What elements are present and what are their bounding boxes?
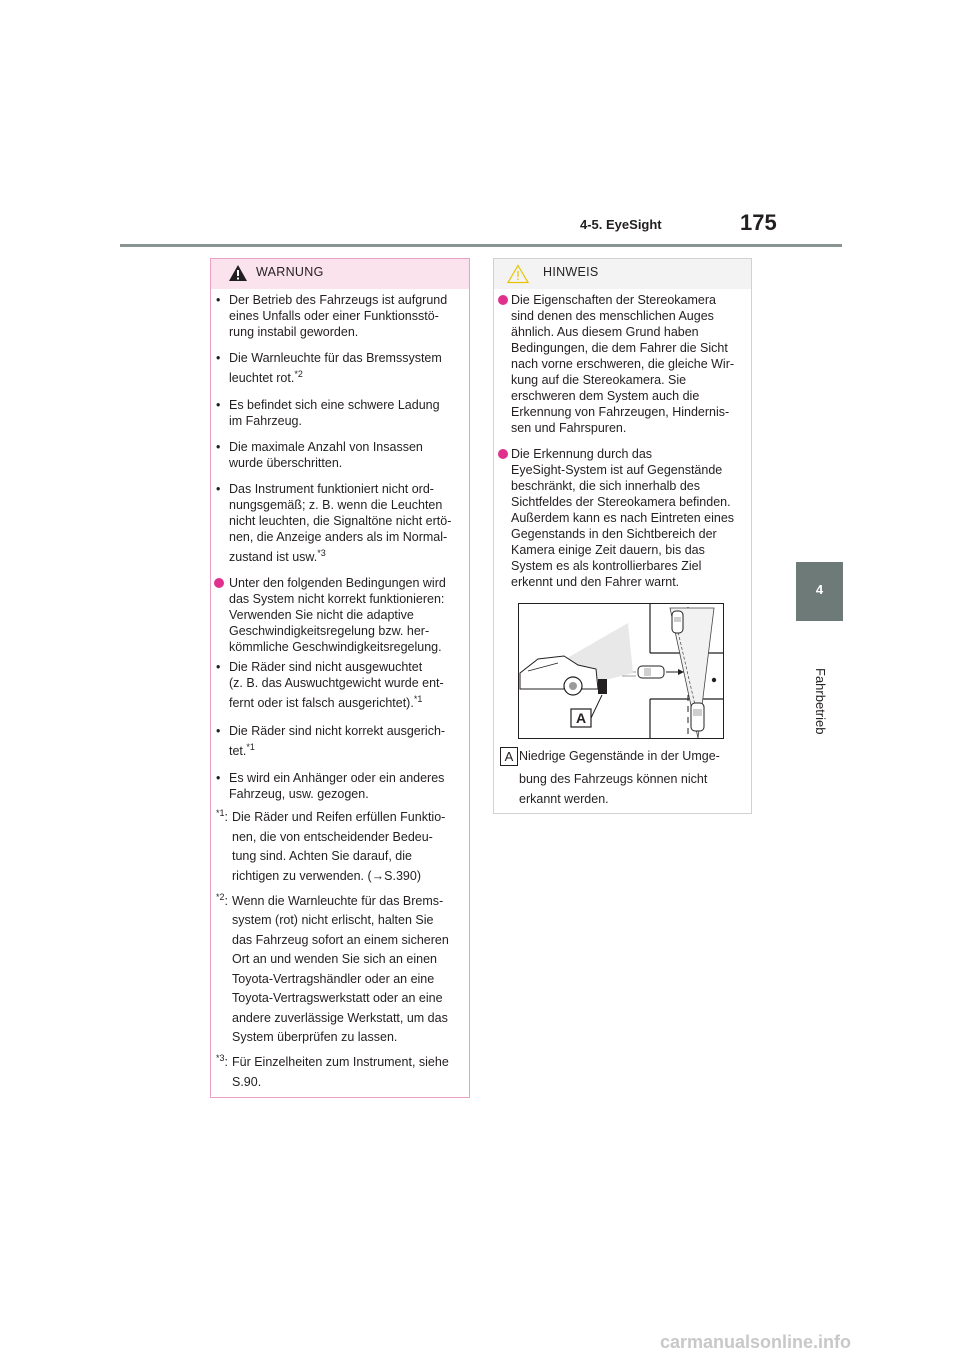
warning-header xyxy=(211,259,469,289)
notice-line: Sichtfeldes der Stereokamera befinden. xyxy=(511,495,731,509)
bullet-line: nungsgemäß; z. B. wenn die Leuchten xyxy=(229,498,443,512)
header-rule xyxy=(120,244,842,247)
sub-line: tet.$^{*1}$ xyxy=(229,741,255,758)
notice-line: Bedingungen, die dem Fahrer die Sicht xyxy=(511,341,728,355)
chapter-number: 4 xyxy=(815,582,824,597)
bullet-mark: • xyxy=(216,771,221,785)
sub-line: Fahrzeug, usw. gezogen. xyxy=(229,787,369,801)
notice-line: Erkennung von Fahrzeugen, Hindernis- xyxy=(511,405,730,419)
notice-line: EyeSight-System ist auf Gegenstände xyxy=(511,463,723,477)
footnote-line: Toyota-Vertragshändler oder an eine xyxy=(232,972,435,986)
bullet-mark: • xyxy=(216,724,221,738)
footnote-line: system (rot) nicht erlischt, halten Sie xyxy=(232,913,434,927)
sub-line: Es wird ein Anhänger oder ein anderes xyxy=(229,771,445,785)
footnote-line: System überprüfen zu lassen. xyxy=(232,1030,398,1044)
para-line: Verwenden Sie nicht die adaptive xyxy=(229,608,414,622)
warning-triangle-icon xyxy=(228,264,248,282)
footnote-line: Toyota-Vertragswerkstatt oder an eine xyxy=(232,991,443,1005)
footnote-line: Wenn die Warnleuchte für das Brems- xyxy=(232,894,444,908)
warning-title: WARNUNG xyxy=(256,265,324,279)
notice-line: sen und Fahrspuren. xyxy=(511,421,627,435)
camera-field-diagram xyxy=(518,603,724,739)
caption-line: erkannt werden. xyxy=(519,792,609,806)
sub-line: fernt oder ist falsch ausgerichtet).$^{*1}$ xyxy=(229,693,423,710)
notice-triangle-icon xyxy=(507,264,529,284)
bullet-mark: • xyxy=(216,482,221,496)
bullet-line: Das Instrument funktioniert nicht ord- xyxy=(229,482,434,496)
caption-line: bung des Fahrzeugs können nicht xyxy=(519,772,708,786)
bullet-mark: • xyxy=(216,351,221,365)
para-line: Geschwindigkeitsregelung bzw. her- xyxy=(229,624,430,638)
notice-line: Gegenstands in den Sichtbereich der xyxy=(511,527,717,541)
bullet-line: nicht leuchten, die Signaltöne nicht ertö- xyxy=(229,514,452,528)
bullet-mark: • xyxy=(216,660,221,674)
bullet-line: nen, die Anzeige anders als im Normal- xyxy=(229,530,448,544)
notice-line: Die Erkennung durch das xyxy=(511,447,653,461)
notice-line: System es als kontrollierbares Ziel xyxy=(511,559,702,573)
para-line: Unter den folgenden Bedingungen wird xyxy=(229,576,446,590)
bullet-line: zustand ist usw.$^{*3}$ xyxy=(229,547,326,564)
pink-bullet-icon xyxy=(498,449,508,459)
footnote-line: S.90. xyxy=(232,1075,262,1089)
sub-line: (z. B. das Auswuchtgewicht wurde ent- xyxy=(229,676,444,690)
bullet-line: Der Betrieb des Fahrzeugs ist aufgrund xyxy=(229,293,448,307)
notice-line: kung auf die Stereokamera. Sie xyxy=(511,373,687,387)
bullet-mark: • xyxy=(216,398,221,412)
page-ref-link[interactable]: S.390) xyxy=(384,869,421,883)
bullet-line: leuchtet rot.$^{*2}$ xyxy=(229,368,303,385)
notice-line: sind denen des menschlichen Auges xyxy=(511,309,714,323)
sub-line: Die Räder sind nicht korrekt ausgerich- xyxy=(229,724,446,738)
caption-badge: A xyxy=(500,747,518,766)
footnote-line: tung sind. Achten Sie darauf, die xyxy=(232,849,412,863)
sub-line: Die Räder sind nicht ausgewuchtet xyxy=(229,660,423,674)
footnote-mark: $^{*2}$: xyxy=(216,891,228,908)
notice-header xyxy=(494,259,751,289)
bullet-line: Die Warnleuchte für das Bremssystem xyxy=(229,351,442,365)
notice-line: Außerdem kann es nach Eintreten eines xyxy=(511,511,735,525)
notice-line: Kamera einige Zeit dauern, bis das xyxy=(511,543,705,557)
diagram-label-a: A xyxy=(575,710,587,726)
page-number: 175 xyxy=(740,210,777,235)
footnote-mark: $^{*1}$: xyxy=(216,807,228,824)
bullet-line: wurde überschritten. xyxy=(229,456,343,470)
footnote-line: Ort an und wenden Sie sich an einen xyxy=(232,952,437,966)
notice-title: HINWEIS xyxy=(543,265,599,279)
chapter-label: Fahrbetrieb xyxy=(813,668,828,735)
bullet-line: Die maximale Anzahl von Insassen xyxy=(229,440,423,454)
watermark: carmanualsonline.info xyxy=(660,1332,852,1352)
para-line: kömmliche Geschwindigkeitsregelung. xyxy=(229,640,442,654)
bullet-line: eines Unfalls oder einer Funktionsstö- xyxy=(229,309,439,323)
notice-line: Die Eigenschaften der Stereokamera xyxy=(511,293,716,307)
section-title: 4-5. EyeSight xyxy=(580,217,662,232)
bullet-line: rung instabil geworden. xyxy=(229,325,359,339)
pink-bullet-icon xyxy=(498,295,508,305)
notice-line: erschweren dem System auch die xyxy=(511,389,700,403)
bullet-line: im Fahrzeug. xyxy=(229,414,302,428)
notice-line: nach vorne erschweren, die gleiche Wir- xyxy=(511,357,735,371)
footnote-line: nen, die von entscheidender Bedeu- xyxy=(232,830,433,844)
footnote-line: Für Einzelheiten zum Instrument, siehe xyxy=(232,1055,449,1069)
bullet-mark: • xyxy=(216,440,221,454)
pink-bullet-icon xyxy=(214,578,224,588)
bullet-line: Es befindet sich eine schwere Ladung xyxy=(229,398,440,412)
notice-line: beschränkt, die sich innerhalb des xyxy=(511,479,701,493)
bullet-mark: • xyxy=(216,293,221,307)
arrow-right-icon: → xyxy=(371,869,385,883)
notice-line: ähnlich. Aus diesem Grund haben xyxy=(511,325,699,339)
caption-line: Niedrige Gegenstände in der Umge- xyxy=(519,749,720,763)
footnote-line: andere zuverlässige Werkstatt, um das xyxy=(232,1011,448,1025)
footnote-line: das Fahrzeug sofort an einem sicheren xyxy=(232,933,449,947)
footnote-line: richtigen zu verwenden. (→S.390) xyxy=(232,869,421,883)
para-line: das System nicht korrekt funktionieren: xyxy=(229,592,445,606)
footnote-line: Die Räder und Reifen erfüllen Funktio- xyxy=(232,810,446,824)
footnote-mark: $^{*3}$: xyxy=(216,1052,228,1069)
notice-line: erkennt und den Fahrer warnt. xyxy=(511,575,680,589)
